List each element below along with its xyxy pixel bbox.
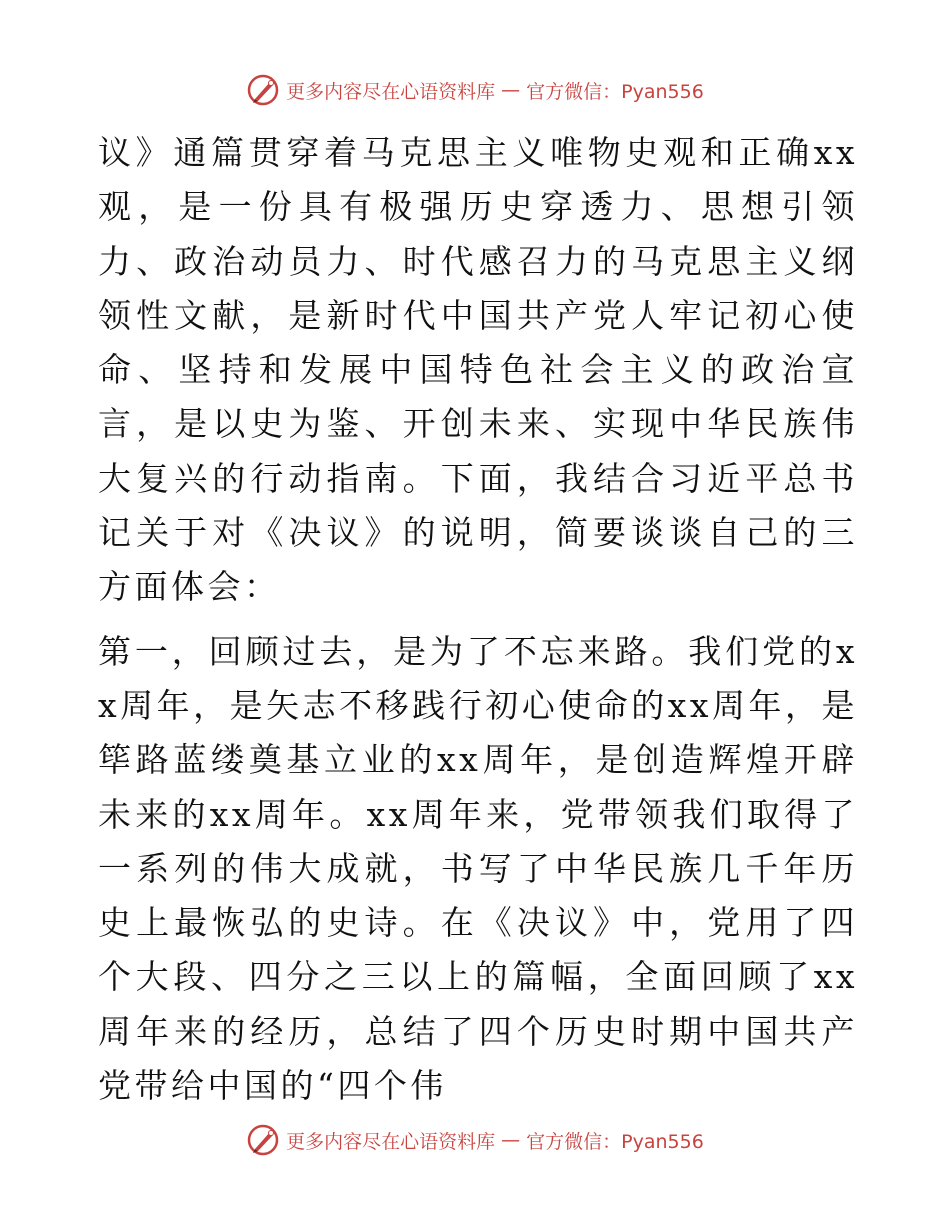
paragraph-2: 第一，回顾过去，是为了不忘来路。我们党的xx周年，是矢志不移践行初心使命的xx周年，是筚路蓝缕奠基立业的xx周年，是创造辉煌开辟未来的xx周年。xx周年来，党带领我们取得了一系列的伟大成就，书写了中华民族几千年历史上最恢弘的史诗。在《决议》中，党用了四个大段、四分之三以上的篇幅，全面回顾了xx周年来的经历，总结了四个历史时期中国共产党带给中国的“四个伟 [98,631,858,1106]
quill-pen-logo-icon [246,73,280,107]
footer-banner-separator: — [501,1129,521,1151]
paragraph-1: 议》通篇贯穿着马克思主义唯物史观和正确xx观，是一份具有极强历史穿透力、思想引领力、政治动员力、时代感召力的马克思主义纲领性文献，是新时代中国共产党人牢记初心使命、坚持和发展中国特色社会主义的政治宣言，是以史为鉴、开创未来、实现中华民族伟大复兴的行动指南。下面，我结合习近平总书记关于对《决议》的说明，简要谈谈自己的三方面体会： [98,133,858,607]
footer-banner-wechat: 官方微信：Pyan556 [526,1130,704,1153]
header-banner-site-text: 更多内容尽在心语资料库 [286,80,496,103]
document-body [98,126,858,1113]
header-banner-separator: — [501,79,521,101]
header-banner [0,70,950,110]
footer-banner-site-text: 更多内容尽在心语资料库 [286,1130,496,1153]
quill-pen-logo-icon [246,1123,280,1157]
footer-banner [0,1120,950,1160]
header-banner-wechat: 官方微信：Pyan556 [526,80,704,103]
